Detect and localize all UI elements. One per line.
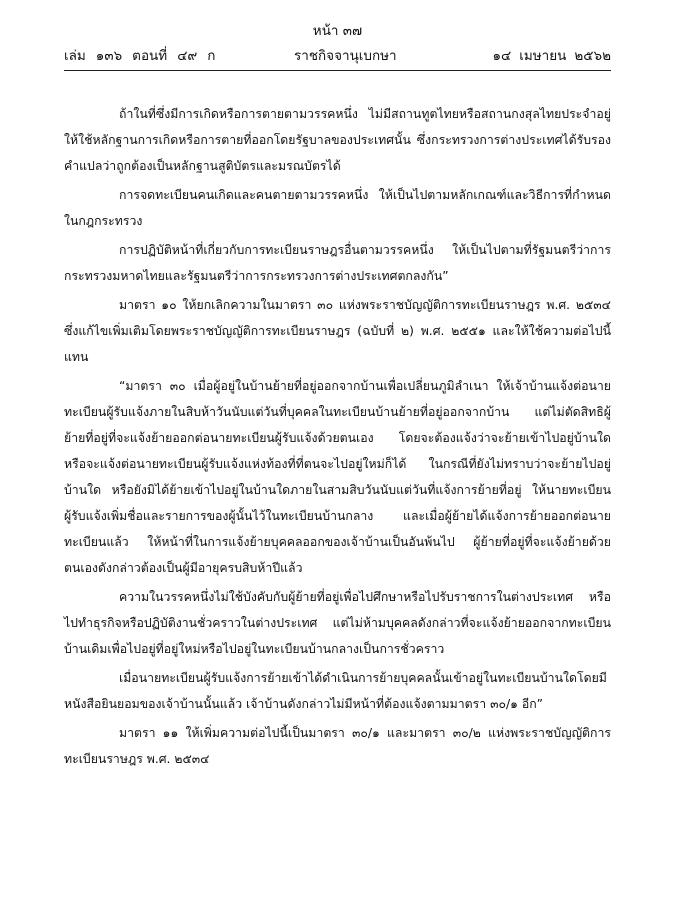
section-10-paragraph: มาตรา ๑๐ ให้ยกเลิกความในมาตรา ๓๐ แห่งพระราชบัญญัติการทะเบียนราษฎร พ.ศ. ๒๕๓๔ ซึ่งแก้ไขเพิ่มเติมโดยพระราชบัญญัติการทะเบียนราษฎร (ฉบับที่ ๒) พ.ศ. ๒๕๕๑ และให้ใช้ความต่อไปนี้แทน [64, 298, 611, 364]
issue-info [64, 46, 225, 66]
header-divider [64, 70, 611, 71]
volume-number: ๑๓๖ [95, 48, 123, 64]
section-30-paragraph: “มาตรา ๓๐ เมื่อผู้อยู่ในบ้านย้ายที่อยู่ออกจากบ้านเพื่อเปลี่ยนภูมิลำเนา ให้เจ้าบ้านแจ้งต่อนายทะเบียนผู้รับแจ้งภายในสิบห้าวันนับแต่วันที่บุคคลในทะเบียนบ้านย้ายที่อยู่ออกจากบ้าน แต่ไม่ตัดสิทธิผู้ย้ายที่อยู่ที่จะแจ้งย้ายออกต่อนายทะเบียนผู้รับแจ้งด้วยตนเอง โดยจะต้องแจ้งว่าจะย้ายเข้าไปอยู่บ้านใดหรือจะแจ้งต่อนายทะเบียนผู้รับแจ้งแห่งท้องที่ที่ตนจะไปอยู่ใหม่ก็ได้ ในกรณีที่ยังไม่ทราบว่าจะย้ายไปอยู่บ้านใด หรือยังมิได้ย้ายเข้าไปอยู่ในบ้านใดภายในสามสิบวันนับแต่วันที่แจ้งการย้ายที่อยู่ ให้นายทะเบียนผู้รับแจ้งเพิ่มชื่อและรายการของผู้นั้นไว้ในทะเบียนบ้านกลาง และเมื่อผู้ย้ายได้แจ้งการย้ายออกต่อนายทะเบียนแล้ว ให้หน้าที่ในการแจ้งย้ายบุคคลออกของเจ้าบ้านเป็นอันพ้นไป ผู้ย้ายที่อยู่ที่จะแจ้งย้ายด้วยตนเองดังกล่าวต้องเป็นผู้มีอายุครบสิบห้าปีแล้ว [64, 379, 611, 575]
issue-label: ตอนที่ [132, 48, 168, 64]
section-30-paragraph-3: เมื่อนายทะเบียนผู้รับแจ้งการย้ายเข้าได้ดำเนินการย้ายบุคคลนั้นเข้าอยู่ในทะเบียนบ้านใดโดยมีหนังสือยินยอมของเจ้าบ้านนั้นแล้ว เจ้าบ้านดังกล่าวไม่มีหน้าที่ต้องแจ้งตามมาตรา ๓๐/๑ อีก” [64, 671, 607, 711]
section-30-paragraph-2: ความในวรรคหนึ่งไม่ใช้บังคับกับผู้ย้ายที่อยู่เพื่อไปศึกษาหรือไปรับราชการในต่างประเทศ หรือไปทำธุรกิจหรือปฏิบัติงานชั่วคราวในต่างประเทศ แต่ไม่ห้ามบุคคลดังกล่าวที่จะแจ้งย้ายออกจากทะเบียนบ้านเดิมเพื่อไปอยู่ที่อยู่ใหม่หรือไปอยู่ในทะเบียนบ้านกลางเป็นการชั่วคราว [64, 590, 611, 656]
document-body [64, 101, 611, 775]
paragraph-3: การปฏิบัติหน้าที่เกี่ยวกับการทะเบียนราษฎรอื่นตามวรรคหนึ่ง ให้เป็นไปตามที่รัฐมนตรีว่าการกระทรวงมหาดไทยและรัฐมนตรีว่าการกระทรวงการต่างประเทศตกลงกัน” [64, 243, 611, 283]
page-number: หน้า ๓๗ [312, 23, 363, 39]
paragraph-2: การจดทะเบียนคนเกิดและคนตายตามวรรคหนึ่ง ให้เป็นไปตามหลักเกณฑ์และวิธีการที่กำหนดในกฎกระทรวง [64, 188, 611, 228]
volume-label: เล่ม [64, 48, 86, 64]
issue-number: ๔๙ [177, 48, 198, 64]
section-11-paragraph: มาตรา ๑๑ ให้เพิ่มความต่อไปนี้เป็นมาตรา ๓๐/๑ และมาตรา ๓๐/๒ แห่งพระราชบัญญัติการทะเบียนราษฎร พ.ศ. ๒๕๓๔ [64, 726, 611, 766]
paragraph-1: ถ้าในที่ซึ่งมีการเกิดหรือการตายตามวรรคหนึ่ง ไม่มีสถานทูตไทยหรือสถานกงสุลไทยประจำอยู่ ให้ใช้หลักฐานการเกิดหรือการตายที่ออกโดยรัฐบาลของประเทศนั้น ซึ่งกระทรวงการต่างประเทศได้รับรองคำแปลว่าถูกต้องเป็นหลักฐานสูติบัตรและมรณบัตรได้ [64, 107, 611, 173]
gazette-title: ราชกิจจานุเบกษา [294, 48, 397, 64]
gazette-header [64, 46, 611, 66]
date-day: ๑๔ [492, 48, 512, 64]
date-month: เมษายน [519, 48, 567, 64]
publication-date [484, 46, 611, 66]
section-letter: ก [207, 48, 216, 64]
date-year: ๒๕๖๒ [574, 48, 611, 64]
